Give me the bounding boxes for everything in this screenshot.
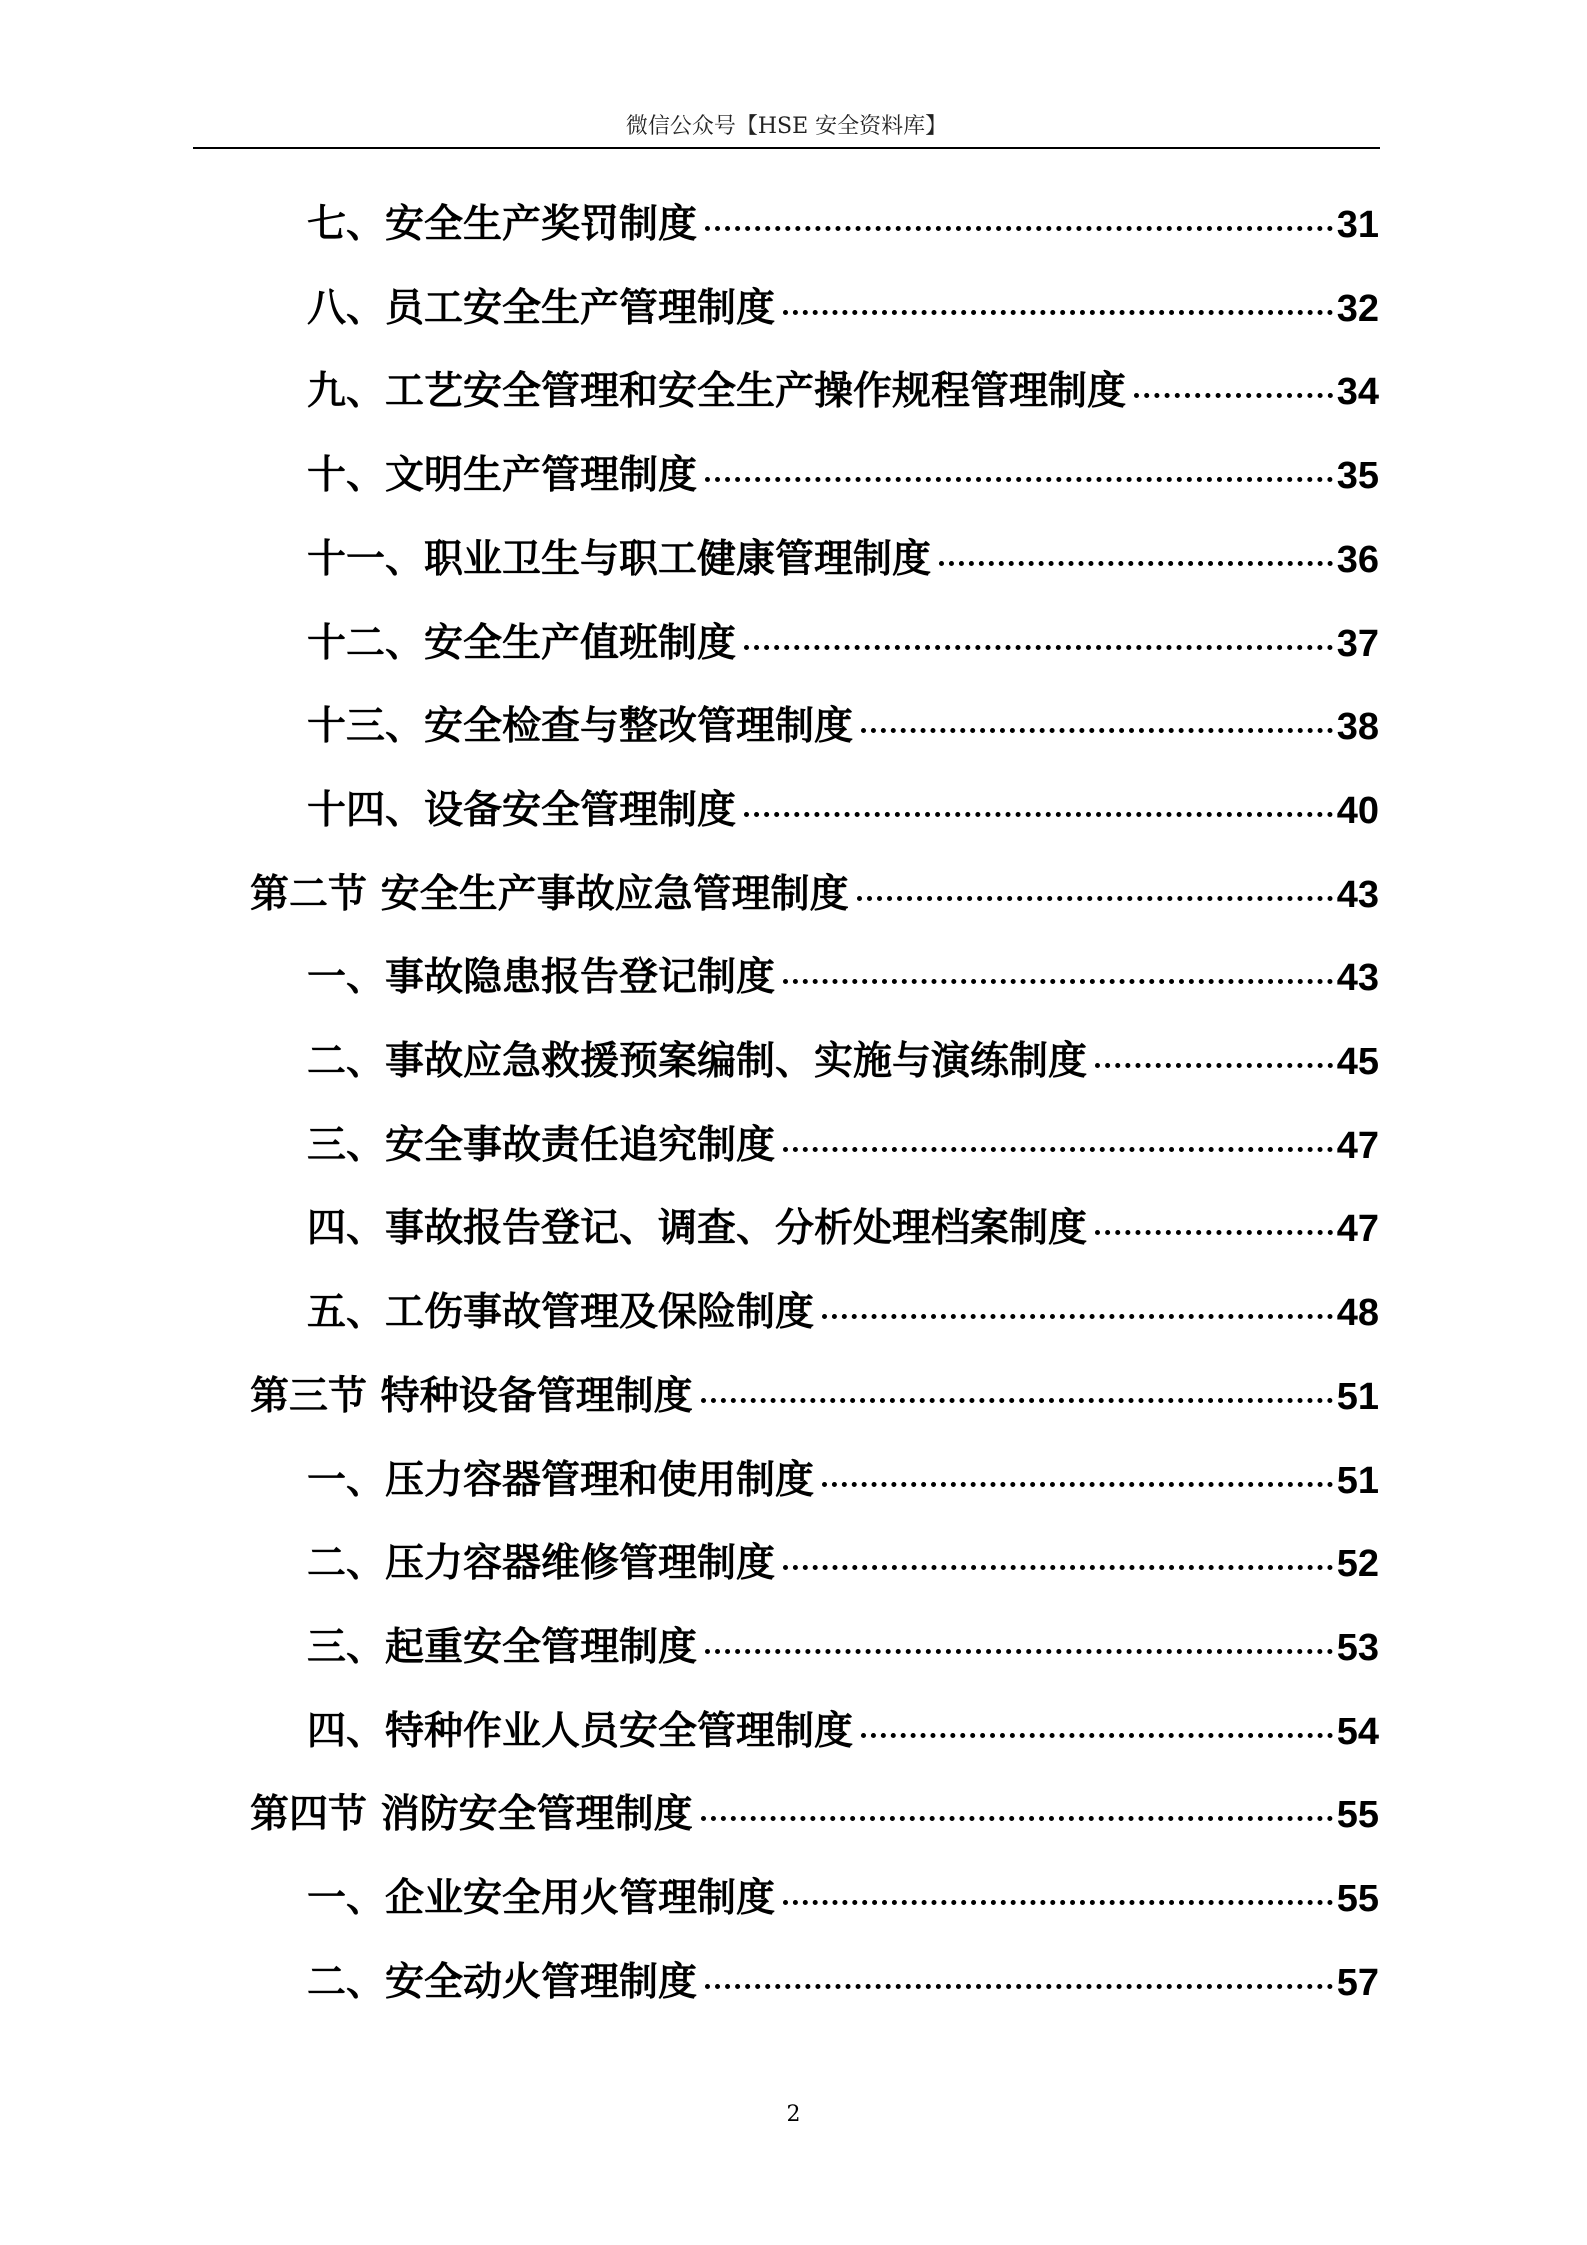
toc-entry-title: 四、特种作业人员安全管理制度 [307,1708,854,1754]
toc-entry-page-number: 51 [1336,1459,1379,1502]
toc-entry-title: 三、起重安全管理制度 [307,1624,698,1670]
toc-dot-leader [744,645,1333,650]
toc-dot-leader [939,561,1333,566]
toc-entry-title: 四、事故报告登记、调查、分析处理档案制度 [307,1206,1088,1252]
toc-entry[interactable] [307,530,1379,590]
toc-entry-page-number: 55 [1336,1794,1379,1837]
toc-entry-title: 二、安全动火管理制度 [307,1959,698,2005]
toc-dot-leader [783,310,1333,315]
toc-entry-title: 十二、安全生产值班制度 [307,620,737,666]
toc-dot-leader [783,1565,1333,1570]
toc-entry-page-number: 47 [1336,1124,1379,1167]
toc-dot-leader [705,477,1333,482]
toc-entry-title: 五、工伤事故管理及保险制度 [307,1290,815,1336]
toc-entry-title: 三、安全事故责任追究制度 [307,1122,776,1168]
toc-entry-title: 第三节 特种设备管理制度 [250,1373,693,1419]
toc-entry-page-number: 34 [1336,371,1379,414]
toc-entry[interactable] [307,948,1379,1008]
toc-dot-leader [1134,393,1333,398]
toc-entry-page-number: 53 [1336,1626,1379,1669]
toc-entry[interactable] [307,614,1379,674]
toc-entry-page-number: 45 [1336,1041,1379,1083]
toc-entry[interactable] [307,1618,1379,1678]
toc-entry-title: 一、企业安全用火管理制度 [307,1876,776,1921]
toc-entry[interactable] [307,446,1379,506]
toc-entry-title: 一、事故隐患报告登记制度 [307,955,776,1001]
toc-entry-page-number: 43 [1336,873,1379,916]
toc-entry-title: 十一、职业卫生与职工健康管理制度 [307,536,932,582]
toc-entry[interactable] [307,1953,1379,2013]
toc-dot-leader [701,1816,1333,1821]
toc-entry-page-number: 52 [1336,1543,1379,1586]
toc-entry[interactable] [307,1116,1379,1176]
toc-entry-title: 一、压力容器管理和使用制度 [307,1457,815,1503]
toc-entry-page-number: 37 [1336,622,1379,665]
toc-entry[interactable] [250,1785,1379,1845]
toc-entry-title: 二、事故应急救援预案编制、实施与演练制度 [307,1039,1088,1084]
toc-entry-page-number: 51 [1336,1375,1379,1418]
toc-entry[interactable] [307,1534,1379,1594]
toc-entry-title: 十四、设备安全管理制度 [307,787,737,833]
toc-dot-leader [744,812,1333,817]
toc-dot-leader [783,1147,1333,1152]
toc-entry-page-number: 43 [1336,957,1379,1000]
toc-entry[interactable] [307,1283,1379,1343]
toc-entry-page-number: 47 [1336,1208,1379,1251]
toc-entry-page-number: 35 [1336,455,1379,498]
toc-entry-page-number: 31 [1336,204,1379,246]
toc-entry[interactable] [307,1869,1379,1929]
toc-entry[interactable] [307,1032,1379,1092]
toc-dot-leader [783,1900,1333,1905]
toc-dot-leader [861,1733,1333,1738]
toc-entry-title: 九、工艺安全管理和安全生产操作规程管理制度 [307,369,1127,415]
toc-dot-leader [705,1649,1333,1654]
toc-entry-title: 第四节 消防安全管理制度 [250,1792,693,1838]
toc-entry[interactable] [307,1702,1379,1762]
toc-dot-leader [701,1398,1333,1403]
toc-entry-title: 七、安全生产奖罚制度 [307,202,698,247]
toc-dot-leader [1095,1063,1333,1068]
toc-entry[interactable] [307,697,1379,757]
toc-entry-page-number: 38 [1336,706,1379,749]
toc-entry[interactable] [307,781,1379,841]
toc-dot-leader [822,1482,1333,1487]
toc-dot-leader [822,1314,1333,1319]
toc-entry-page-number: 32 [1336,287,1379,330]
toc-dot-leader [861,728,1333,733]
toc-entry-title: 八、员工安全生产管理制度 [307,285,776,331]
toc-dot-leader [1095,1230,1333,1235]
toc-entry-page-number: 40 [1336,789,1379,832]
toc-entry[interactable] [307,362,1379,422]
toc-dot-leader [705,1984,1333,1989]
page-number: 2 [786,2102,801,2127]
toc-entry-title: 十、文明生产管理制度 [307,453,698,499]
toc-dot-leader [705,226,1333,231]
toc-entry-page-number: 36 [1336,538,1379,581]
toc-entry[interactable] [307,1451,1379,1511]
toc-dot-leader [857,896,1333,901]
toc-entry-page-number: 57 [1336,1961,1379,2004]
toc-dot-leader [783,979,1333,984]
page-header: 微信公众号【HSE 安全资料库】 [625,114,948,139]
toc-entry-page-number: 48 [1336,1292,1379,1335]
toc-entry[interactable] [250,865,1379,925]
toc-entry[interactable] [250,1367,1379,1427]
toc-entry-title: 二、压力容器维修管理制度 [307,1541,776,1587]
toc-entry[interactable] [307,195,1379,255]
toc-entry-page-number: 54 [1336,1710,1379,1753]
header-divider [193,147,1380,149]
toc-entry-title: 十三、安全检查与整改管理制度 [307,704,854,750]
toc-entry-page-number: 55 [1336,1878,1379,1920]
toc-entry[interactable] [307,1199,1379,1259]
toc-entry[interactable] [307,279,1379,339]
toc-entry-title: 第二节 安全生产事故应急管理制度 [250,871,849,917]
